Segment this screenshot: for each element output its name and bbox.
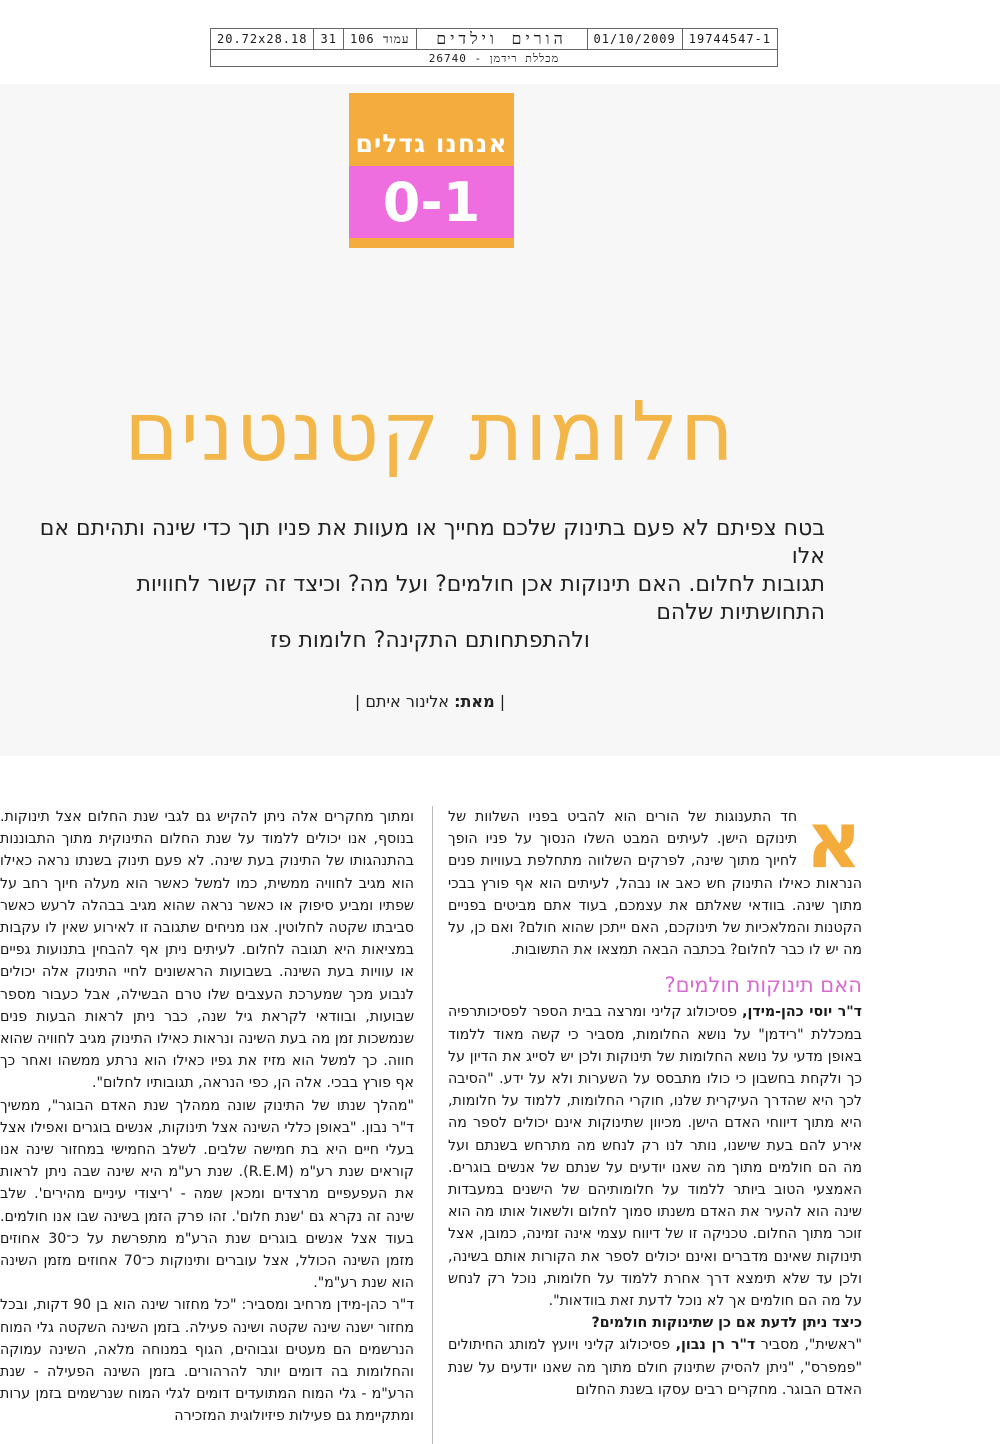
article-column-2 <box>0 806 414 1428</box>
clip-source: מכללת רידמן - 26740 <box>428 52 560 65</box>
byline-author: אלינור איתם <box>365 692 449 711</box>
clip-id-code: 19744547-1 <box>682 29 777 49</box>
section-badge <box>349 93 514 248</box>
byline <box>300 692 560 711</box>
clipping-header-row <box>211 29 777 50</box>
paragraph-text: פסיכולוג קליני ומרצה בבית הספר לפסיכותרפיה במכללת "רידמן" על נושא החלומות, מסביר כי קשה מאוד ללמוד באופן מדעי על נושא החלומות של תינוקות ולכן יש לסייג את הדיון על כך ולקחת בחשבון כי כולו מתבסס על השערות ולא על ידע. "הסיבה לכך היא שהדרך העיקרית שלנו, חוקרי החלומות, ללמוד על חלומות, היא מתוך דיווחי האדם הישן. מכיוון שתינוקות אינם יכולים לספר מה אירע להם בעת שישנו, נותר לנו רק לנחש מה מתרחש בשנתם ועל מה הם חולמים מתוך מה שאנו יודעים על שנתם של אנשים בוגרים. האמצעי הטוב ביותר ללמוד על חלומותיהם של הישנים במעבדות שינה הוא להעיר את האדם משנתו סמוך לחלום ולשאול אותו מה הוא זוכר מתוך החלום. טכניקה זו של דיווח עצמי אינה זמינה, כמובן, אצל תינוקות שאינם מדברים ואינם יכולים לספר את הקורות אותם בשינה, ולכן עד שלא תימצא דרך אחרת ללמוד על חלומות, נוכל רק לנחש על מה הם חולמים אך לא נוכל לדעת זאת בוודאות". <box>448 1004 862 1310</box>
expert-name: ד"ר יוסי כהן-מידן, <box>742 1004 862 1021</box>
lead-line: בטח צפיתם לא פעם בתינוק שלכם מחייך או מעוות את פניו תוך כדי שינה ותהיתם אם אלו <box>39 516 825 569</box>
expert-name: ד"ר רן נבון, <box>675 1337 756 1354</box>
section-age: 0-1 <box>349 166 514 238</box>
paragraph: ומתוך מחקרים אלה ניתן להקיש גם לגבי שנת החלום אצל תינוקות. בנוסף, אנו יכולים ללמוד על שנת החלום התינוקית מתוך התבוננות בהתנהגותו של התינוק בעת שינה. לא פעם תינוק בשנתו נראה כאילו הוא מגיב לחוויה ממשית, כמו למשל כאשר הוא מעלה חיוך רחב על שפתיו ומביע סיפוק או כאשר נראה שהוא מגיב בבהלה לרעש כאשר סביבתו שקטה לחלוטין. אנו מניחים שתגובה זו לאירוע שאין לו עקבות במציאות היא תגובה לחלום. לעיתים ניתן אף להבחין בתנועות גפיים או עוויות בעת השינה. בשבועות הראשונים לחיי התינוק אלה יכולים לנבוע מכך שמערכת העצבים שלו טרם הבשילה, אבל כעבור מספר שבועות, ובוודאי לקראת גיל שנה, כבר ניתן לראות הבעות פנים שנמשכות זמן מה בעת השינה ונראות כאילו התינוק מגיב לחוויה שהוא חווה. כך למשל הוא מזיז את גפיו כאילו הוא נרתע ממשהו ואחר כך אף פורץ בבכי. אלה הן, כפי הנראה, תגובותיו לחלום". <box>0 809 414 1092</box>
section-label: אנחנו גדלים <box>349 93 514 166</box>
paragraph-text: פסיכולוג קליני ויועץ למותג החיתולים "פמפרס", "ניתן להסיק שתינוק חולם מתוך מה שאנו יודעים על שנת האדם הבוגר. מחקרים רבים עסקו בשנת החלום <box>448 1337 862 1398</box>
article-lead <box>35 515 825 655</box>
clipping-header <box>210 28 778 67</box>
paragraph: "מהלך שנתו של התינוק שונה ממהלך שנת האדם הבוגר", ממשיך ד"ר נבון. "באופן כללי השינה אצל תינוקות, אנשים בוגרים ואפילו אצל בעלי חיים היא בת חמישה שלבים. לשלב החמישי במחזור שינה אנו קוראים שנת רע"מ (R.E.M). שנת רע"מ היא שינה שבה ניתן לראות את העפעפיים מרצדים ומכאן שמה - 'ריצודי עיניים מהירים'. שלב שינה זה נקרא גם 'שנת חלום'. זהו פרק הזמן בשינה שבו אנו חולמים. בעוד אצל אנשים בוגרים שנת הרע"מ מתפרשת על כ־30 אחוזים מזמן השינה הכולל, אצל עוברים ותינוקות כ־70 אחוזים מזמן השינה הוא שנת רע"מ". <box>0 1097 415 1292</box>
clip-dimensions: 20.72x28.18 <box>217 32 308 46</box>
paragraph <box>448 1001 862 1312</box>
article-headline: חלומות קטנטנים <box>124 384 736 480</box>
column-divider <box>432 806 433 1444</box>
paragraph <box>448 796 862 961</box>
clip-number: 31 <box>313 29 342 49</box>
byline-bar: | <box>354 692 361 711</box>
clip-date: 01/10/2009 <box>587 29 682 49</box>
clip-page-label: עמוד 106 <box>343 29 416 49</box>
drop-cap: א <box>805 796 862 886</box>
byline-bar: | <box>499 692 506 711</box>
paragraph-text: "ראשית", מסביר <box>755 1337 862 1354</box>
subheading: האם תינוקות חולמים? <box>664 973 862 998</box>
lead-line: ולהתפתחותם התקינה? חלומות פז <box>270 628 590 653</box>
clip-publication: הורים וילדים <box>416 29 587 49</box>
lead-line: תגובות לחלום. האם תינוקות אכן חולמים? ועל מה? וכיצד זה קשור לחוויות התחושתיות שלהם <box>136 572 825 625</box>
question-heading: כיצד ניתן לדעת אם כן שתינוקות חולמים? <box>591 1315 862 1332</box>
article-column-1 <box>448 796 862 1401</box>
paragraph-text: חד התענוגות של הורים הוא להביט בפניו השלוות של תינוקם הישן. לעיתים המבט השלו הנסוך על פניו הופך לחיוך מתוך שינה, לפרקים השלווה מתחלפת בעוויות פנים הנראות כאילו התינוק חש כאב או נבהל, לעיתים הוא אף פורץ בבכי מתוך שינה. בוודאי שאלתם את עצמכם, בעוד אתם מביטים בפניים הקטנות והמלאכיות של תינוקכם, האם ייתכן שהוא חולם? ואם כן, על מה יש לו כבר לחלום? בכתבה הבאה תמצאו את התשובות. <box>448 809 862 959</box>
badge-stripe <box>349 238 514 248</box>
paragraph <box>448 1334 862 1401</box>
byline-prefix: מאת: <box>454 692 495 711</box>
paragraph: ד"ר כהן-מידן מרחיב ומסביר: "כל מחזור שינה הוא בן 90 דקות, ובכל מחזור ישנה שינה שקטה ושינה פעילה. בזמן השינה השקטה גלי המוח הנרשמים הם מעטים וגבוהים, הגוף במנוחה מלאה, השינה עמוקה והחלומות בה דומים יותר להרהורים. בזמן השינה הפעילה - שנת הרע"מ - גלי המוח המתועדים דומים לגלי המוח שנרשמים בזמן ערות ומתקיימת גם פעילות פיזיולוגית המזכירה <box>0 1297 414 1425</box>
